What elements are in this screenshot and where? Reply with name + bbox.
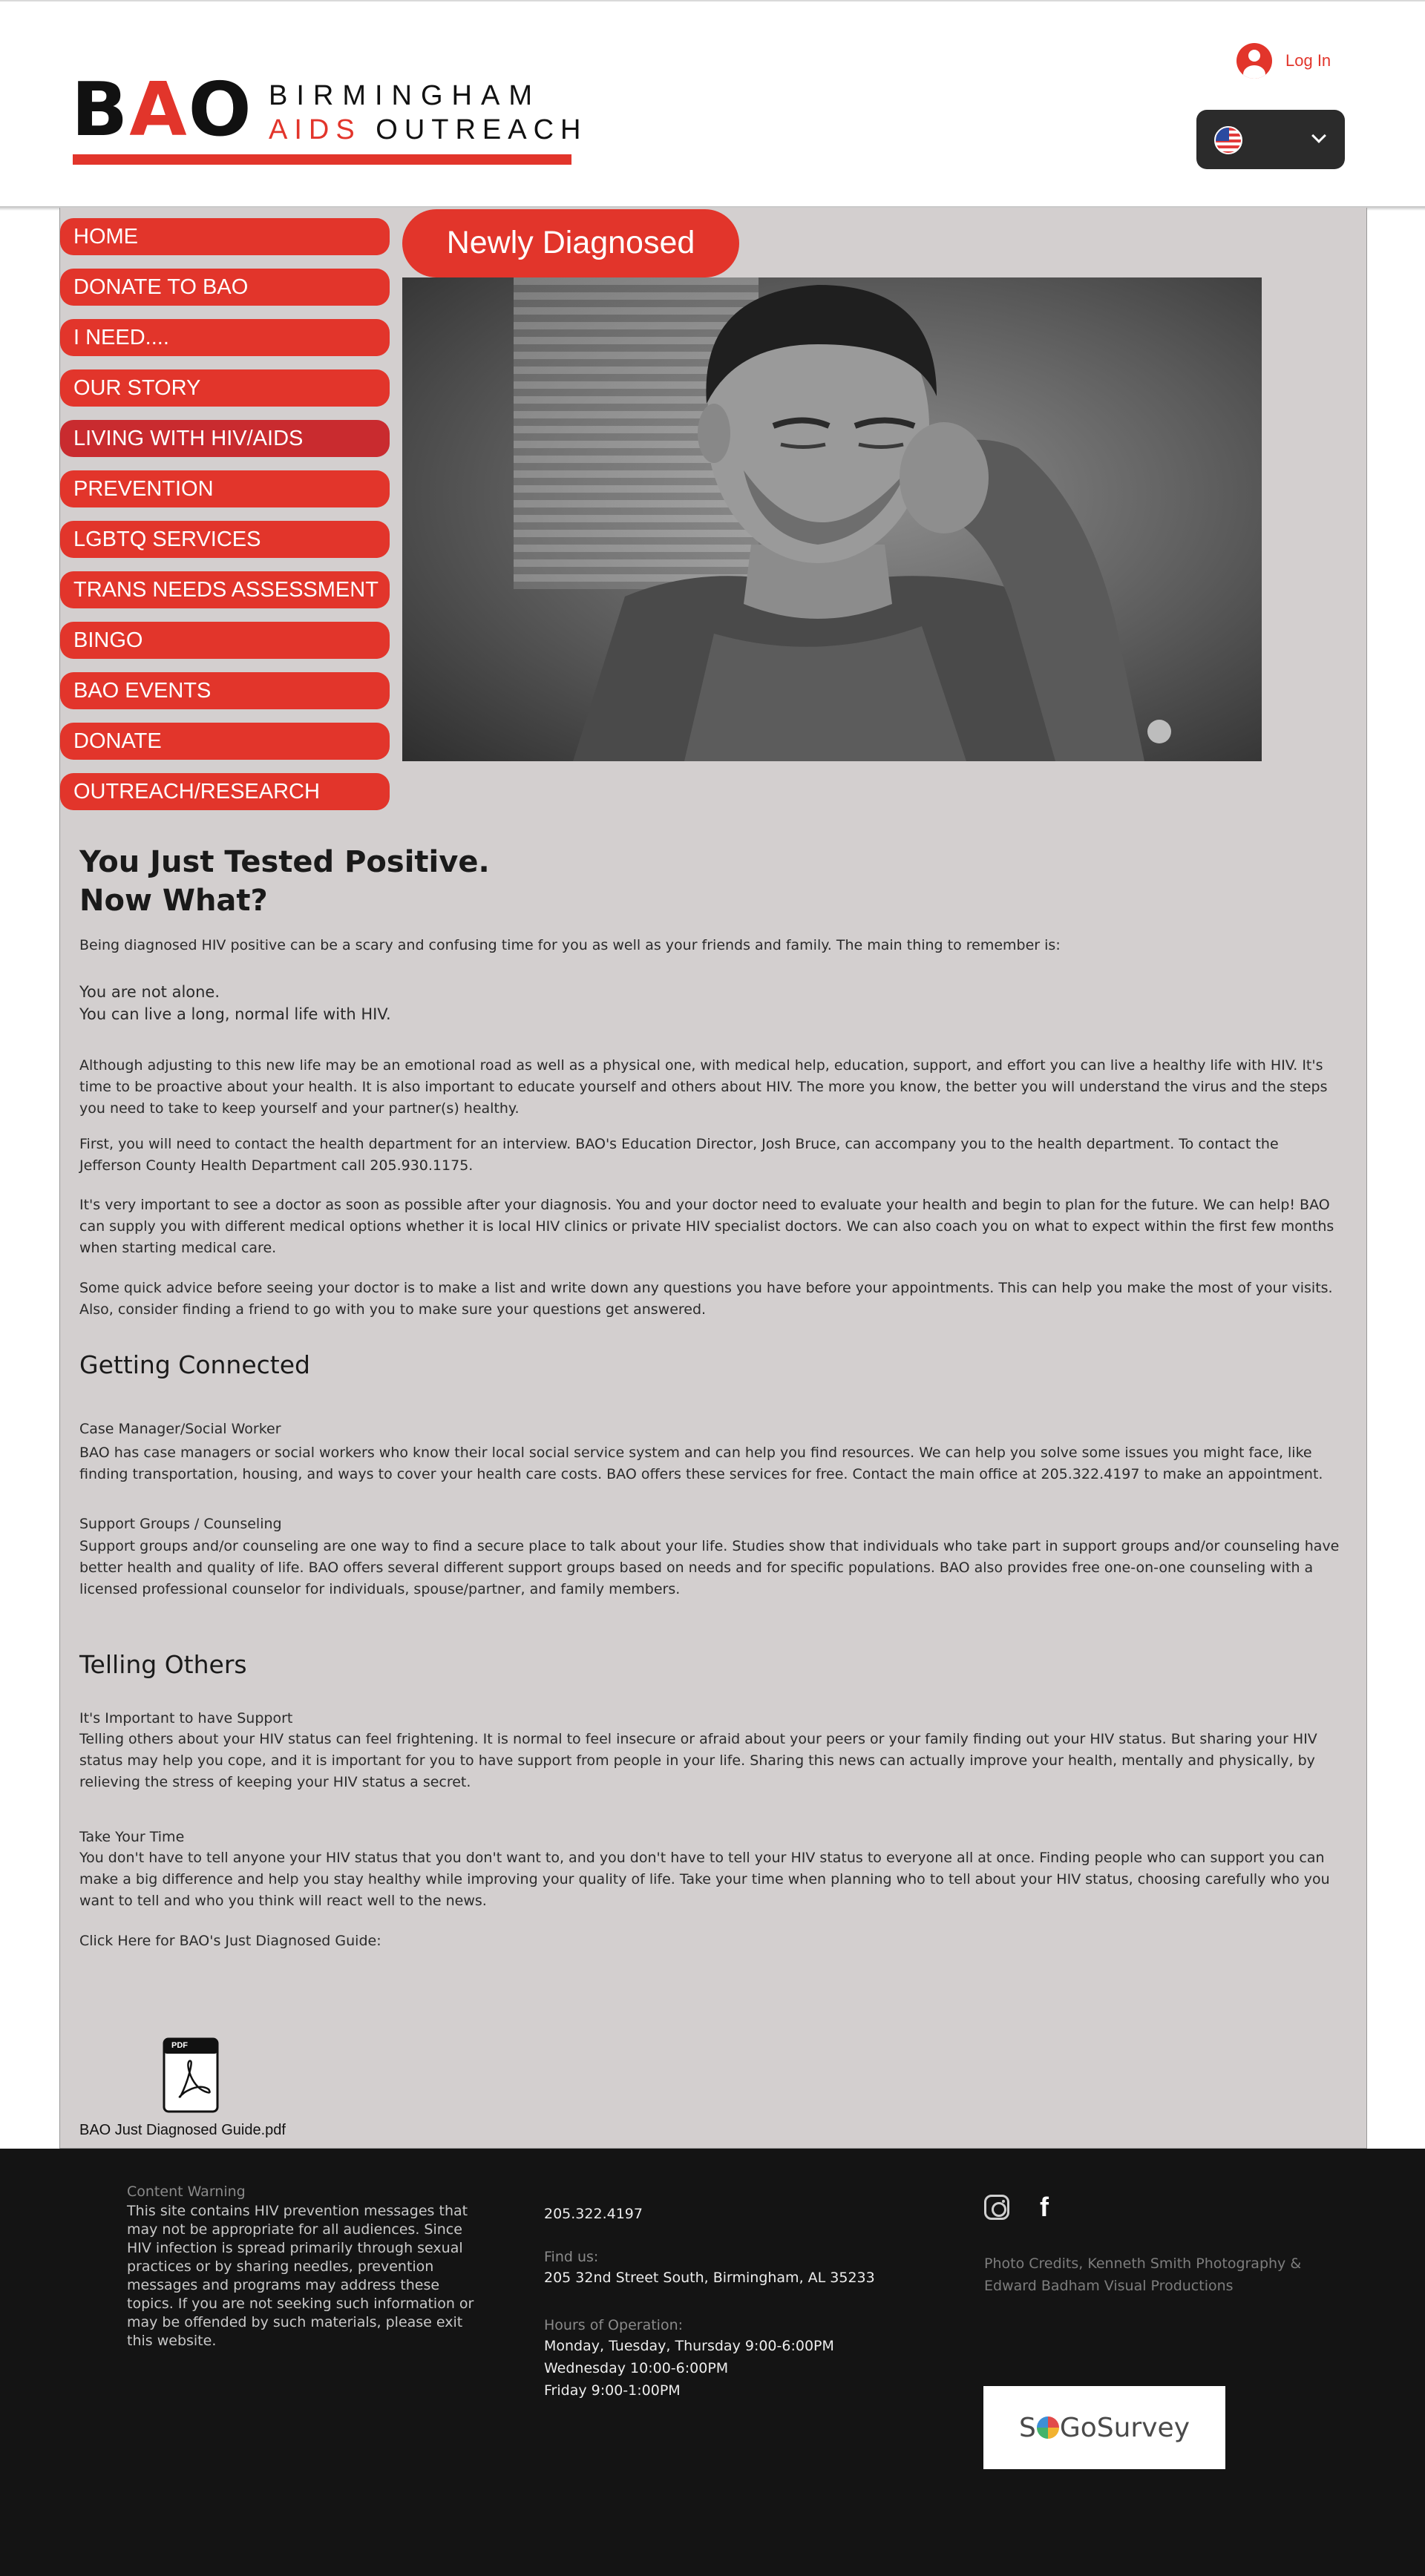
intro-paragraph: Being diagnosed HIV positive can be a scary and confusing time for you as well as your friends and family. The main thing to remember is: bbox=[79, 937, 1061, 953]
paragraph-adjusting: Although adjusting to this new life may be an emotional road as well as a physical one, with medical help, education, support, and effort you can live a healthy life with HIV. It's time to be proactive about your health. It is also important to educate yourself and others about HIV. The more you know, the better you will understand the virus and the steps you need to take to keep yourself and your partner(s) healthy. bbox=[79, 1057, 1328, 1117]
chevron-down-icon bbox=[1311, 128, 1326, 143]
nav-item-i-need[interactable]: I NEED.... bbox=[60, 319, 390, 356]
content-warning-body: This site contains HIV prevention messages that may not be appropriate for all audiences. Since HIV infection is spread primarily through sexual practices or by sharing needles, prevention messages and programs may address these topics. If you are not seeking such information or may be offended by such materials, please exit this website. bbox=[127, 2203, 474, 2349]
getting-connected-heading: Getting Connected bbox=[79, 1350, 310, 1379]
photo-credits: Photo Credits, Kenneth Smith Photography & Edward Badham Visual Productions bbox=[984, 2255, 1302, 2294]
nav-item-outreach-research[interactable]: OUTREACH/RESEARCH bbox=[60, 773, 390, 810]
nav-item-our-story[interactable]: OUR STORY bbox=[60, 369, 390, 407]
hero-image bbox=[402, 277, 1262, 761]
find-us-label: Find us: bbox=[544, 2249, 599, 2265]
telling-others-heading: Telling Others bbox=[79, 1650, 247, 1679]
nav-item-donate-to-bao[interactable]: DONATE TO BAO bbox=[60, 269, 390, 306]
remember-item: You are not alone. bbox=[79, 983, 220, 1001]
page-title-badge: Newly Diagnosed bbox=[402, 209, 739, 277]
sogosurvey-wordmark bbox=[1019, 2413, 1190, 2443]
content-warning-title: Content Warning bbox=[127, 2184, 246, 2200]
support-important-title: It's Important to have Support bbox=[79, 1710, 293, 1726]
remember-list bbox=[79, 981, 1341, 1025]
logo-birmingham: BIRMINGHAM bbox=[269, 80, 541, 111]
heading-line-1: You Just Tested Positive. bbox=[79, 845, 490, 879]
nav-item-bao-events[interactable]: BAO EVENTS bbox=[60, 672, 390, 709]
case-manager-body: BAO has case managers or social workers who know their local social service system and can help you find resources. We can help you solve some issues you might face, like finding transportation, housing, and ways to cover your health care costs. BAO offers these services for free. Contact the main office at 205.322.4197 to make an appointment. bbox=[79, 1445, 1323, 1482]
site-footer bbox=[0, 2149, 1425, 2576]
case-manager-title: Case Manager/Social Worker bbox=[79, 1421, 281, 1437]
sogo-s: S bbox=[1018, 2412, 1036, 2443]
language-selector[interactable] bbox=[1196, 110, 1345, 169]
hours-label: Hours of Operation: bbox=[544, 2317, 684, 2333]
paragraph-advice: Some quick advice before seeing your doctor is to make a list and write down any questions you have before your appointments. This can help you make the most of your visits. Also, consider finding a friend to go with you to make sure your questions get answered. bbox=[79, 1280, 1333, 1318]
social-links bbox=[984, 2192, 1057, 2222]
nav-item-home[interactable]: HOME bbox=[60, 218, 390, 255]
paragraph-health-department: First, you will need to contact the health department for an interview. BAO's Education Director, Josh Bruce, can accompany you to the health department. To contact the Jefferson County Health Department call 205.930.1175. bbox=[79, 1136, 1279, 1174]
pdf-filename[interactable]: BAO Just Diagnosed Guide.pdf bbox=[79, 2122, 286, 2138]
login-button[interactable] bbox=[1236, 43, 1331, 79]
nav-item-bingo[interactable]: BINGO bbox=[60, 622, 390, 659]
hours-line: Monday, Tuesday, Thursday 9:00-6:00PM bbox=[544, 2338, 834, 2354]
remember-item: You can live a long, normal life with HIV. bbox=[79, 1005, 391, 1023]
nav-item-prevention[interactable]: PREVENTION bbox=[60, 470, 390, 507]
take-your-time-body: You don't have to tell anyone your HIV status that you don't want to, and you don't have to tell your HIV status to everyone all at once. Finding people who can support you can make a big difference and help you stay healthy while improving your quality of life. Take your time when planning who to tell about your HIV status, choosing carefully who you want to tell and who you think will react well to the news. bbox=[79, 1850, 1330, 1909]
footer-address: 205 32nd Street South, Birmingham, AL 35233 bbox=[544, 2270, 875, 2286]
heading-line-2: Now What? bbox=[79, 884, 268, 918]
nav-item-living-with-hiv-aids[interactable]: LIVING WITH HIV/AIDS bbox=[60, 420, 390, 457]
logo-wordmark: BAO bbox=[71, 66, 253, 153]
hours-line: Wednesday 10:00-6:00PM bbox=[544, 2360, 729, 2376]
support-important-body: Telling others about your HIV status can feel frightening. It is normal to feel insecure or afraid about your peers or your family finding out your HIV status. But sharing your HIV status may help you cope, and it is important for you to have support from people in your life. Sharing this news can actually improve your health, mentally and physically, by relieving the stress of keeping your HIV status a secret. bbox=[79, 1731, 1317, 1790]
nav-item-donate[interactable]: DONATE bbox=[60, 723, 390, 760]
take-your-time-title: Take Your Time bbox=[79, 1829, 185, 1845]
site-header bbox=[0, 0, 1425, 208]
hours-line: Friday 9:00-1:00PM bbox=[544, 2382, 681, 2399]
login-label: Log In bbox=[1285, 51, 1331, 70]
sogo-circle-icon bbox=[1037, 2416, 1059, 2439]
instagram-icon[interactable] bbox=[984, 2195, 1009, 2220]
sogosurvey-logo[interactable] bbox=[983, 2386, 1225, 2469]
paragraph-doctor: It's very important to see a doctor as soon as possible after your diagnosis. You and your doctor need to evaluate your health and begin to plan for the future. We can help! BAO can supply you with different medical options whether it is local HIV clinics or private HIV specialist doctors. We can also coach you on what to expect within the first few months when starting medical care. bbox=[79, 1197, 1334, 1256]
guide-link-text: Click Here for BAO's Just Diagnosed Guide: bbox=[79, 1933, 381, 1949]
us-flag-icon bbox=[1214, 126, 1242, 154]
facebook-icon[interactable]: f bbox=[1040, 2192, 1049, 2222]
footer-phone[interactable]: 205.322.4197 bbox=[544, 2206, 643, 2222]
support-groups-body: Support groups and/or counseling are one way to find a secure place to talk about your life. Studies show that individuals who take part in support groups and/or counseling have better health and quality of life. BAO offers several different support groups based on needs and for specific populations. BAO also provides free one-on-one counseling with a licensed professional counselor for individuals, spouse/partner, and family members. bbox=[79, 1538, 1340, 1597]
hero-person-illustration bbox=[402, 277, 1262, 761]
sogo-rest: GoSurvey bbox=[1059, 2412, 1190, 2443]
logo-underline bbox=[73, 154, 571, 165]
nav-item-trans-needs-assessment[interactable]: TRANS NEEDS ASSESSMENT bbox=[60, 571, 390, 608]
article-heading bbox=[79, 843, 1341, 920]
logo-aids-outreach: AIDS OUTREACH bbox=[269, 114, 588, 145]
main-content-panel bbox=[59, 208, 1367, 2149]
nav-item-lgbtq-services[interactable]: LGBTQ SERVICES bbox=[60, 521, 390, 558]
sidebar-nav bbox=[60, 218, 390, 824]
user-avatar-icon bbox=[1236, 43, 1272, 79]
support-groups-title: Support Groups / Counseling bbox=[79, 1516, 282, 1532]
pdf-badge: PDF bbox=[171, 2041, 188, 2050]
bao-logo[interactable] bbox=[71, 66, 588, 168]
